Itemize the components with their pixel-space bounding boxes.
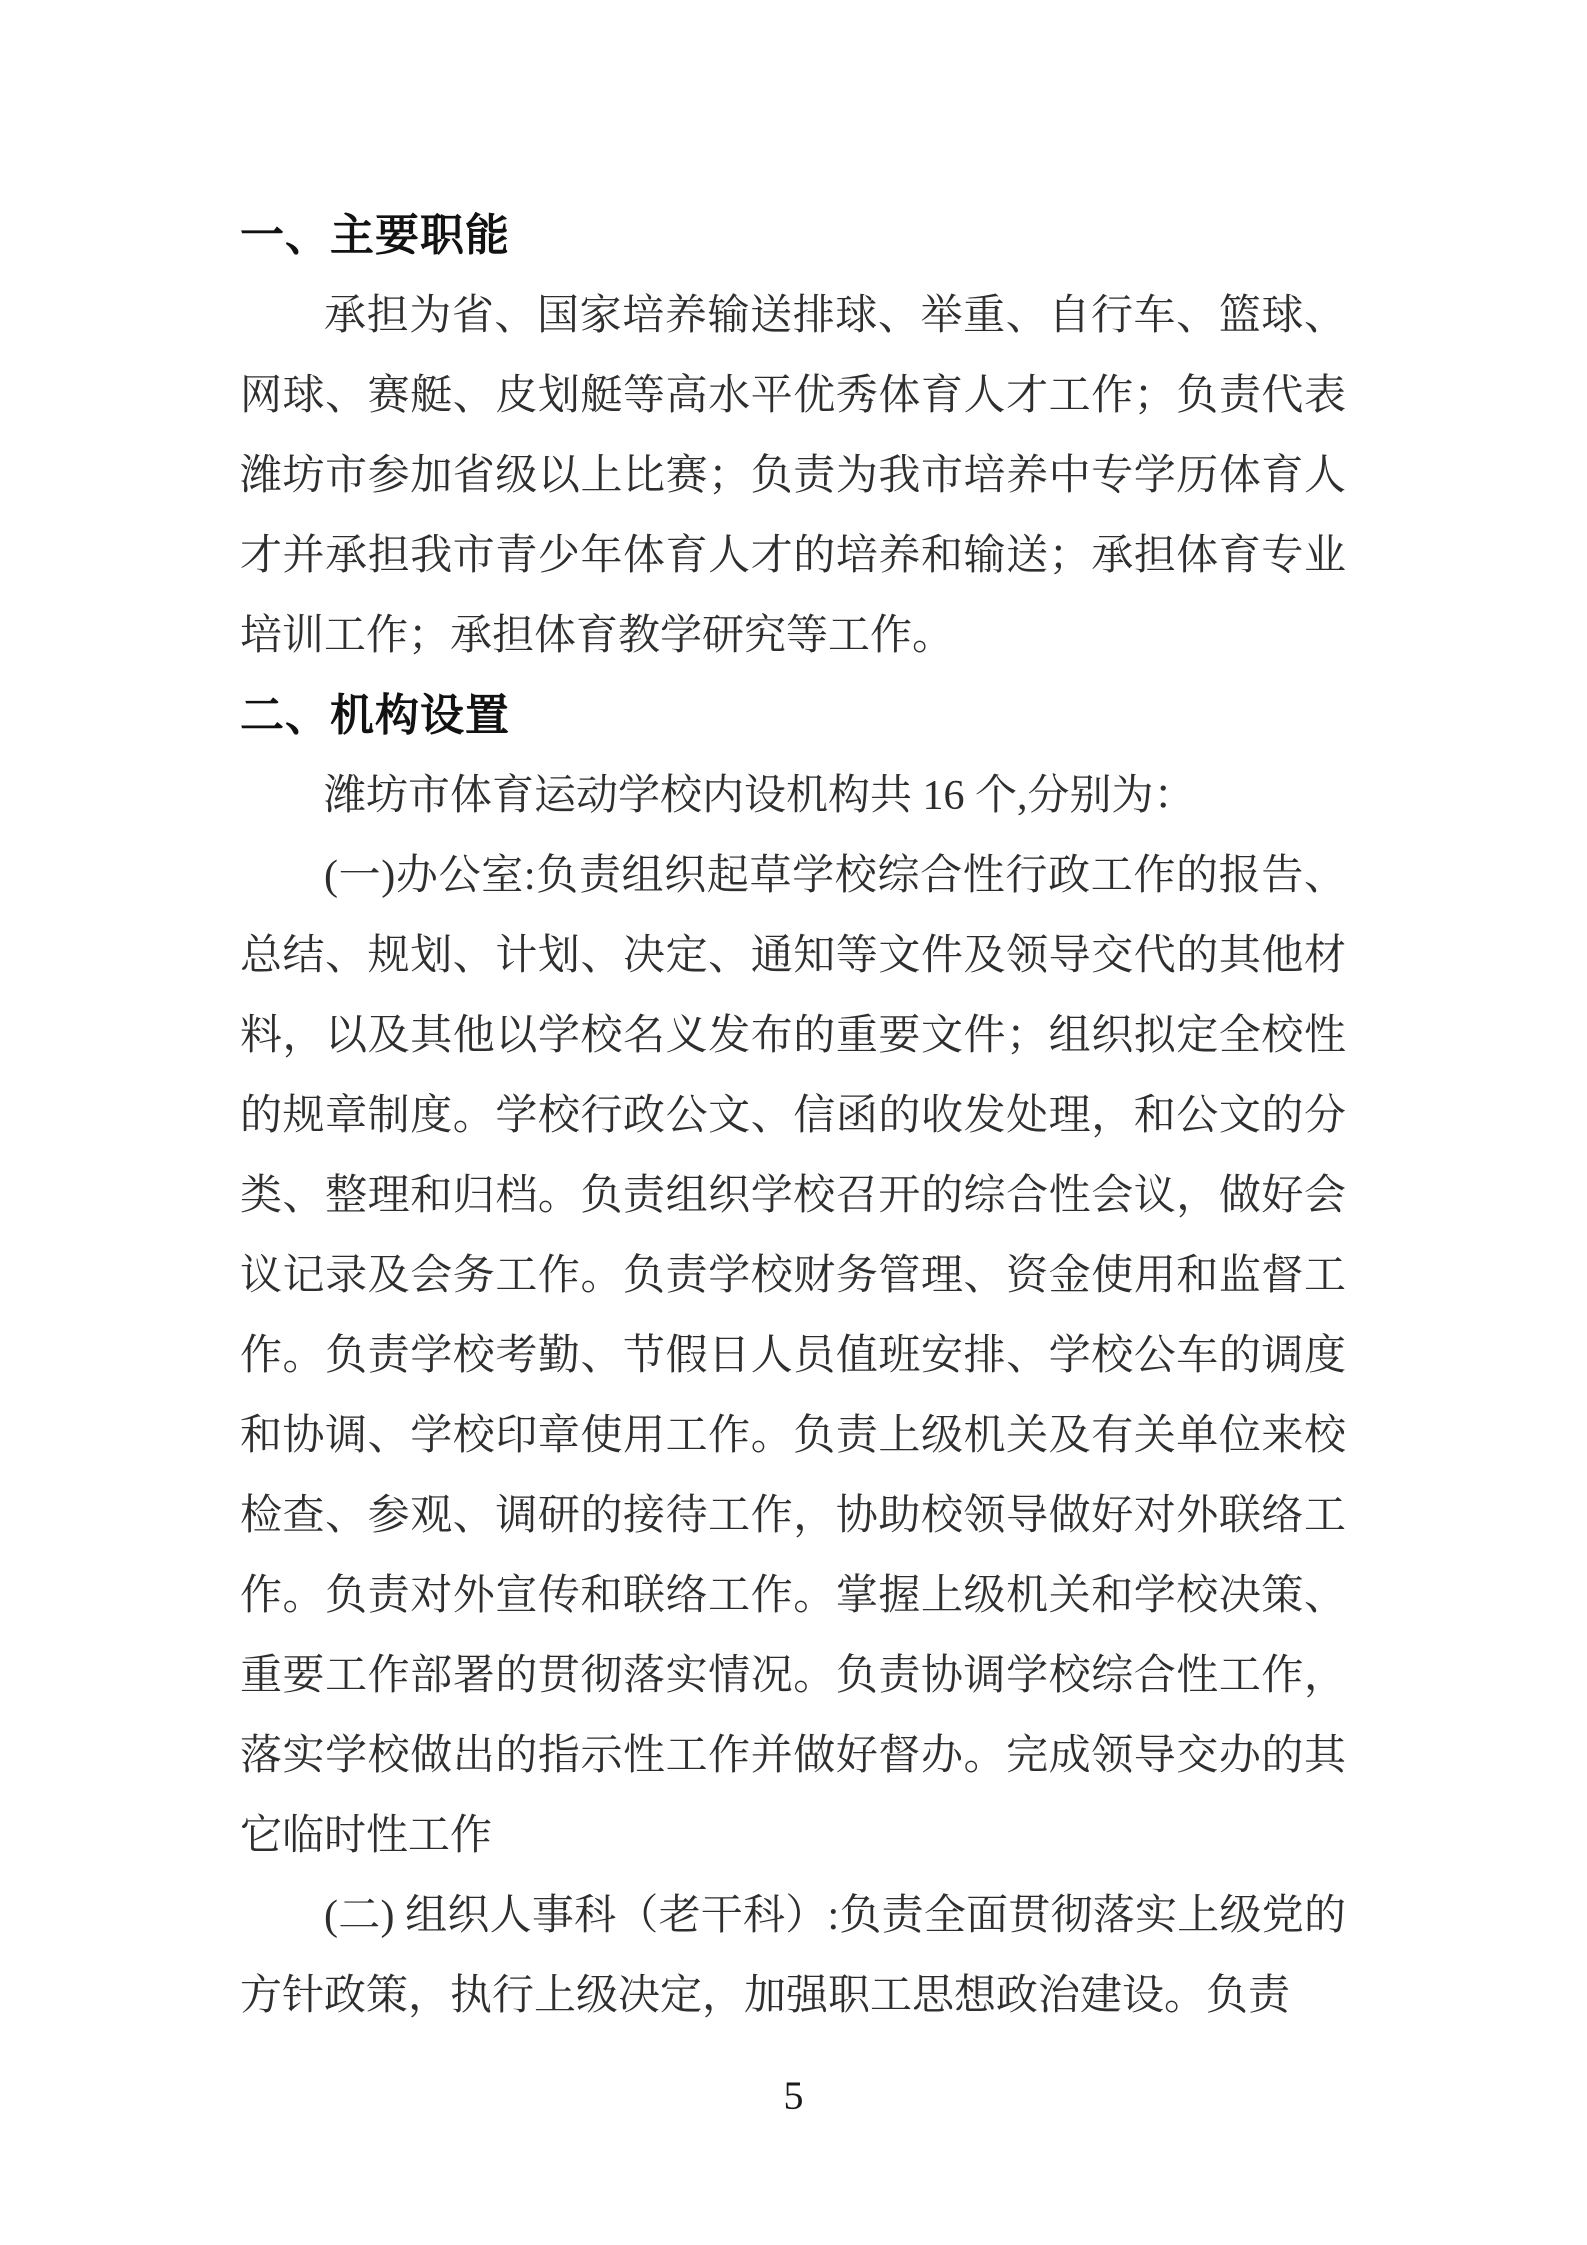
- paragraph-organization-intro: 潍坊市体育运动学校内设机构共 16 个,分别为：: [324, 773, 1196, 819]
- section-heading-main-functions: 一、主要职能: [240, 211, 510, 260]
- paragraph-office-duties: (一)办公室:负责组织起草学校综合性行政工作的报告、总结、规划、计划、决定、通知等文件及领导交代的其他材料，以及其他以学校名义发布的重要文件；组织拟定全校性的规章制度。学校行政公文、信函的收发处理，和公文的分类、整理和归档。负责组织学校召开的综合性会议，做好会议记录及会务工作。负责学校财务管理、资金使用和监督工作。负责学校考勤、节假日人员值班安排、学校公车的调度和协调、学校印章使用工作。负责上级机关及有关单位来校检查、参观、调研的接待工作，协助校领导做好对外联络工作。负责对外宣传和联络工作。掌握上级机关和学校决策、重要工作部署的贯彻落实情况。负责协调学校综合性工作，落实学校做出的指示性工作并做好督办。完成领导交办的其它临时性工作: [240, 853, 1346, 1859]
- document-content: [240, 196, 1346, 2036]
- paragraph-main-functions: 承担为省、国家培养输送排球、举重、自行车、篮球、网球、赛艇、皮划艇等高水平优秀体育人才工作；负责代表潍坊市参加省级以上比赛；负责为我市培养中专学历体育人才并承担我市青少年体育人才的培养和输送；承担体育专业培训工作；承担体育教学研究等工作。: [240, 293, 1346, 659]
- section-heading-organization: 二、机构设置: [240, 691, 510, 740]
- page-number: 5: [783, 2073, 804, 2118]
- paragraph-personnel-section: (二) 组织人事科（老干科）:负责全面贯彻落实上级党的方针政策，执行上级决定，加强职工思想政治建设。负责: [240, 1893, 1346, 2019]
